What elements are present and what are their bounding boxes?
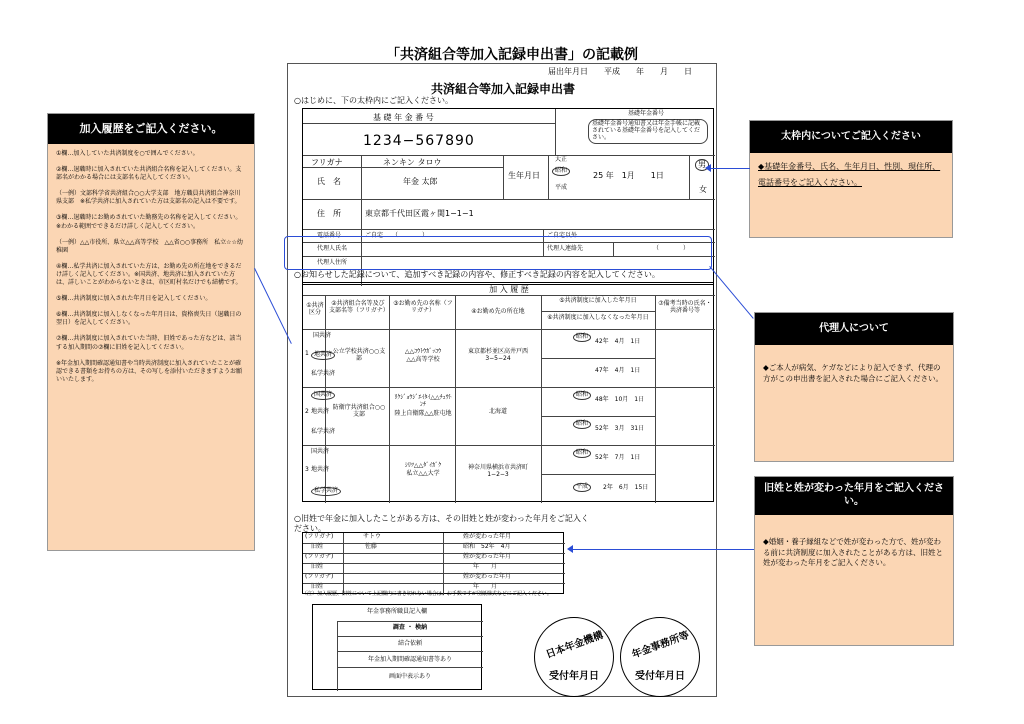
era-showa: 昭和 <box>552 167 570 176</box>
office-row-1: 調査 ・ 検納 <box>392 624 428 631</box>
connector-bold-frame <box>709 168 750 169</box>
old-name-header: 旧姓と姓が変わった年月をご記入ください。 <box>755 477 953 515</box>
birth-date: 25 年 1月 1日 <box>593 171 664 180</box>
history-table <box>302 282 714 502</box>
guide-item-2: ②欄…退職時に加入されていた共済組合名称を記入してください。支部名がわかる場合には支部名も記入してください。 <box>56 166 242 182</box>
old-name-intro: ○旧姓で年金に加入したことがある方は、その旧姓と姓が変わった年月をご記入ください。 <box>294 514 589 533</box>
pension-no-label: 基 礎 年 金 番 号 <box>373 113 434 122</box>
row2-cat-local: 地共済 <box>311 408 330 415</box>
col-head-6: ⑥共済制度に加入しなくなった年月日 <box>547 314 649 321</box>
page-title: 「共済組合等加入記録申出書」の記載例 <box>386 47 638 63</box>
office-title: 年金事務所職員記入欄 <box>366 608 427 615</box>
changed-value-3: 年 月 <box>473 583 498 590</box>
changed-value-1: 昭和 52年 4月 <box>463 543 511 550</box>
row2-union: 防衛庁共済組合○○支部 <box>332 404 386 418</box>
row1-employer: △△高等学校 <box>406 356 440 363</box>
birth-label: 生年月日 <box>508 171 540 180</box>
guide-item-4: ④欄…私学共済に加入されていた方は、お勤め先の所在地をできるだけ詳しく記入してください。※国共済、地共済に加入されていた方は、詳しいことがわからないときは、市区町村名だけでも結構です。 <box>56 262 242 287</box>
col-head-7: ⑦備考当時の氏名・共済番号等 <box>658 300 712 314</box>
agent-panel <box>754 312 954 462</box>
guide-item-note: ※年金加入期間確認通知書や当時共済制度に加入されていたことが確認できる書類をお持ちの方は、その写しを添付いただきますようお願いいたします。 <box>56 359 243 383</box>
row2-start: 48年 10月 1日 <box>595 396 645 403</box>
stamp-jpo-top: 日本年金機構 <box>544 629 605 661</box>
row1-location: 東京都杉並区高井戸西3−5−24 <box>467 348 528 362</box>
address-value: 東京都千代田区霞ヶ関1−1−1 <box>365 209 474 218</box>
stamp-jpo-bottom: 受付年月日 <box>549 671 599 682</box>
era-heisei: 平成 <box>555 184 568 191</box>
era-taisho: 大正 <box>555 156 568 163</box>
old-name-label-3: 旧姓 <box>311 583 324 590</box>
old-name-value: 佐藤 <box>365 543 378 550</box>
row3-employer: 私立△△大学 <box>406 470 440 477</box>
intro-text: ○はじめに、下の太枠内にご記入ください。 <box>294 96 453 105</box>
furigana-value: ネンキン タロウ <box>383 158 442 167</box>
row2-no: 2 <box>305 408 309 415</box>
old-name-table <box>302 532 564 594</box>
row3-cat-local: 地共済 <box>311 466 330 473</box>
row3-ruby: ｼﾘﾂ△△ﾀﾞｲｶﾞｸ <box>404 462 442 469</box>
changed-label-3: 姓が変わった年月 <box>463 573 511 580</box>
guide-item-3: ③欄…退職時にお勤めされていた勤務先の名称を記入してください。※わかる範囲でできるだけ詳しく記入してください。 <box>56 214 242 230</box>
row3-no: 3 <box>305 466 309 473</box>
row1-cat-private: 私学共済 <box>311 370 336 377</box>
guide-item-1: ①欄…加入していた共済制度を○で囲んでください。 <box>56 150 199 157</box>
row2-end: 52年 3月 31日 <box>595 425 645 432</box>
row3-cat-national: 国共済 <box>311 448 330 455</box>
stamp-office-top: 年金事務所等 <box>630 629 691 661</box>
agent-body: ◆ご本人が病気、ケガなどにより記入できず、代理の方がこの申出書を記入された場合にご記入ください。 <box>763 363 943 383</box>
row3-end: 2年 6月 15日 <box>603 484 649 491</box>
application-form <box>287 63 717 697</box>
row1-no: 1 <box>305 350 309 357</box>
row2-employer: 陸上自衛隊△△駐屯地 <box>394 410 452 417</box>
row1-cat-national: 国共済 <box>313 332 332 339</box>
name-value: 年金 太郎 <box>403 177 438 186</box>
phone-home: ご自宅 （ ） <box>365 232 429 239</box>
agent-name-label: 代理人氏名 <box>317 245 348 252</box>
row1-start-era: 昭和 <box>573 333 591 342</box>
row2-ruby: ﾘｸｼﾞｮｳｼﾞｴｲﾀｲ△△ﾁｭｳﾄﾝﾁ <box>394 394 452 408</box>
row1-cat-local: 地共済 <box>311 351 335 360</box>
pension-note-title: 基礎年金番号 <box>628 110 665 117</box>
form-title: 共済組合等加入記録申出書 <box>430 82 575 96</box>
sex-male: 男 <box>695 159 709 171</box>
bold-frame-body: ◆基礎年金番号、氏名、生年月日、性別、現住所、電話番号をご記入ください。 <box>758 162 941 187</box>
agent-address-label: 代理人住所 <box>317 259 348 266</box>
arrow-head-2 <box>567 545 573 553</box>
office-row-4: 画面中表示あり <box>388 673 431 680</box>
bold-frame-panel <box>749 120 953 238</box>
address-label: 住 所 <box>317 209 341 218</box>
col-head-5: ⑤共済制度に加入した年月日 <box>559 297 637 304</box>
name-label: 氏 名 <box>317 177 341 186</box>
bold-frame-header: 太枠内についてご記入ください <box>750 121 952 153</box>
row1-ruby: △△ｺｳﾄｳｶﾞｯｺｳ <box>404 348 442 355</box>
agent-contact-label: 代理人連絡先 <box>547 245 584 252</box>
phone-other: ご自宅以外 <box>547 232 578 239</box>
history-guide-header: 加入履歴をご記入ください。 <box>48 114 254 144</box>
old-furigana-label-3: (フリガナ) <box>305 573 334 580</box>
col-head-2: ②共済組合名等及び支部名等（フリガナ） <box>329 300 389 314</box>
filed-date: 届出年月日 平成 年 月 日 <box>548 67 692 76</box>
stamp-office-bottom: 受付年月日 <box>635 671 685 682</box>
old-furigana-value: サトウ <box>363 533 382 540</box>
changed-label-2: 姓が変わった年月 <box>463 553 511 560</box>
row3-start: 52年 7月 1日 <box>595 454 641 461</box>
changed-label-1: 姓が変わった年月 <box>463 533 511 540</box>
row1-end: 47年 4月 1日 <box>595 367 641 374</box>
office-box <box>312 604 482 690</box>
old-name-label-2: 旧姓 <box>311 563 324 570</box>
old-furigana-label: (フリガナ) <box>305 533 334 540</box>
pension-note: 基礎年金番号通知書又は年金手帳に記載されている基礎年金番号を記入してください。 <box>588 119 708 144</box>
row3-end-era: 平成 <box>573 483 591 492</box>
changed-value-2: 年 月 <box>473 563 498 570</box>
agent-header: 代理人について <box>755 313 953 345</box>
row2-start-era: 昭和 <box>573 391 591 400</box>
col-head-4: ④お勤め先の所在地 <box>471 308 525 315</box>
guide-item-7: ⑦欄…共済制度に加入されていた当時、旧姓であった方などは、該当する加入期間の⑦欄に旧姓を記入してください。 <box>56 335 242 351</box>
furigana-label: フリガナ <box>311 158 343 167</box>
old-furigana-label-2: (フリガナ) <box>305 553 334 560</box>
sex-female: 女 <box>699 185 707 194</box>
guide-item-2-example: （一例）文部科学省共済組合○○大学支部 地方職員共済組合神奈川県支部 ※私学共済に加入されていた方は支部名の記入は不要です。 <box>56 190 241 206</box>
row2-cat-private: 私学共済 <box>311 428 336 435</box>
old-name-panel <box>754 476 954 646</box>
row1-start: 42年 4月 1日 <box>595 338 641 345</box>
old-name-label: 旧姓 <box>311 543 324 550</box>
row2-end-era: 昭和 <box>573 420 591 429</box>
col-head-3: ③お勤め先の名称（フリガナ） <box>393 300 453 314</box>
form-note: （注）加入履歴、旧姓について上記欄内に書き切れない場合は、お手数ですが別紙様式などにご記入ください。 <box>302 591 552 597</box>
history-title: 加 入 履 歴 <box>489 285 529 294</box>
row3-start-era: 昭和 <box>573 449 591 458</box>
row1-union: 公立学校共済○○支部 <box>332 348 386 362</box>
row3-cat-private: 私学共済 <box>311 487 341 496</box>
phone-label: 電話番号 <box>317 232 342 239</box>
office-row-2: 結合依頼 <box>397 640 422 647</box>
arrow-head-1 <box>705 164 711 172</box>
row3-location: 神奈川県横浜市共済町1−2−3 <box>467 464 528 478</box>
history-guide-panel <box>47 113 255 551</box>
guide-item-5: ⑤欄…共済制度に加入された年月日を記入してください。 <box>56 295 212 303</box>
connector-old-name <box>572 549 754 550</box>
row2-cat-national: 国共済 <box>311 391 335 400</box>
old-name-body: ◆婚姻・養子縁組などで姓が変わった方で、姓が変わる前に共済制度に加入されたことがある方は、旧姓と姓が変わった年月をご記入ください。 <box>763 537 943 567</box>
row2-location: 北海道 <box>488 408 507 415</box>
agent-highlight <box>284 236 712 270</box>
guide-item-6: ⑥欄…共済制度に加入しなくなった年月日は、資格喪失日（退職日の翌日）を記入してください。 <box>56 311 242 327</box>
stamp-jpo <box>534 617 614 697</box>
history-intro: ○お知らせした記録について、追加すべき記録の内容や、修正すべき記録の内容を記入してください。 <box>294 270 660 279</box>
guide-item-3-example: （一例）△△市役所、県立△△高等学校 △△省○○事務所 私立☆☆幼稚園 <box>56 238 243 254</box>
col-head-1: ①共済区分 <box>306 302 324 316</box>
agent-contact: （ ） <box>653 245 690 252</box>
office-row-3: 年金加入期間確認通知書等あり <box>367 656 452 663</box>
stamp-office <box>620 617 700 697</box>
pension-no: 1234−567890 <box>363 133 475 149</box>
